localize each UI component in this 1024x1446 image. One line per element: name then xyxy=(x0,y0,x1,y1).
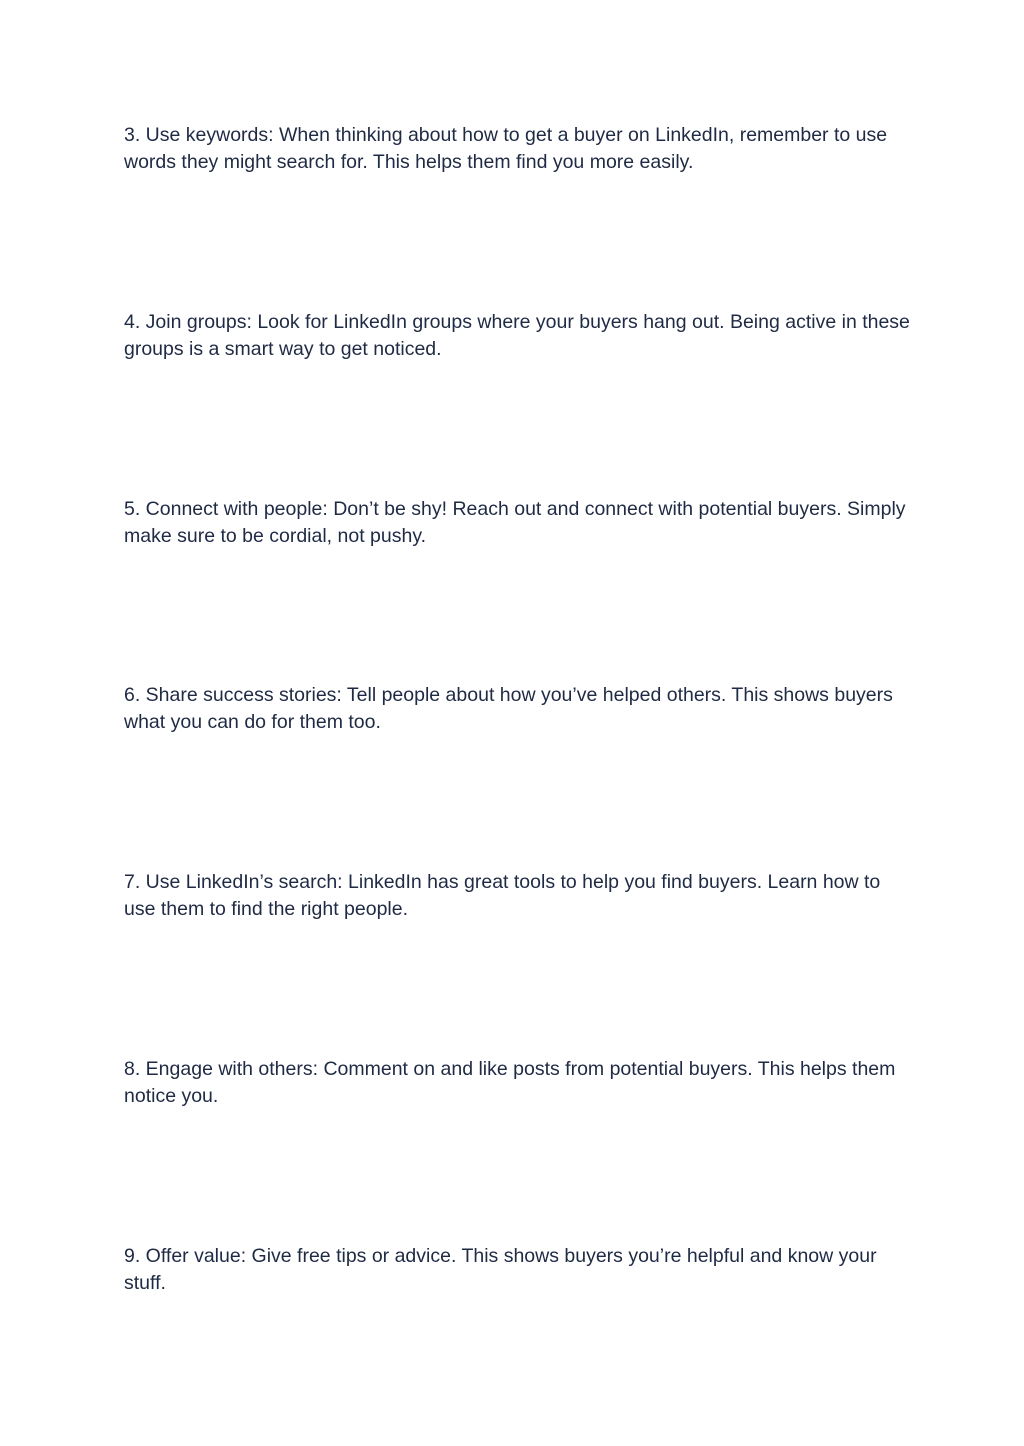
tip-share-success-stories: 6. Share success stories: Tell people about how you’ve helped others. This shows buyers what you can do for them too. xyxy=(124,684,893,733)
tip-use-keywords: 3. Use keywords: When thinking about how to get a buyer on LinkedIn, remember to use words they might search for. This helps them find you more easily. xyxy=(124,124,888,173)
tip-join-groups: 4. Join groups: Look for LinkedIn groups where your buyers hang out. Being active in these groups is a smart way to get noticed. xyxy=(124,311,910,360)
tip-offer-value: 9. Offer value: Give free tips or advice. This shows buyers you’re helpful and know your stuff. xyxy=(124,1245,877,1294)
tip-use-linkedin-search: 7. Use LinkedIn’s search: LinkedIn has great tools to help you find buyers. Learn how to use them to find the right people. xyxy=(124,871,881,920)
tip-engage-with-others: 8. Engage with others: Comment on and like posts from potential buyers. This helps them notice you. xyxy=(124,1058,896,1107)
tip-connect-with-people: 5. Connect with people: Don’t be shy! Reach out and connect with potential buyers. Simply make sure to be cordial, not pushy. xyxy=(124,498,906,547)
